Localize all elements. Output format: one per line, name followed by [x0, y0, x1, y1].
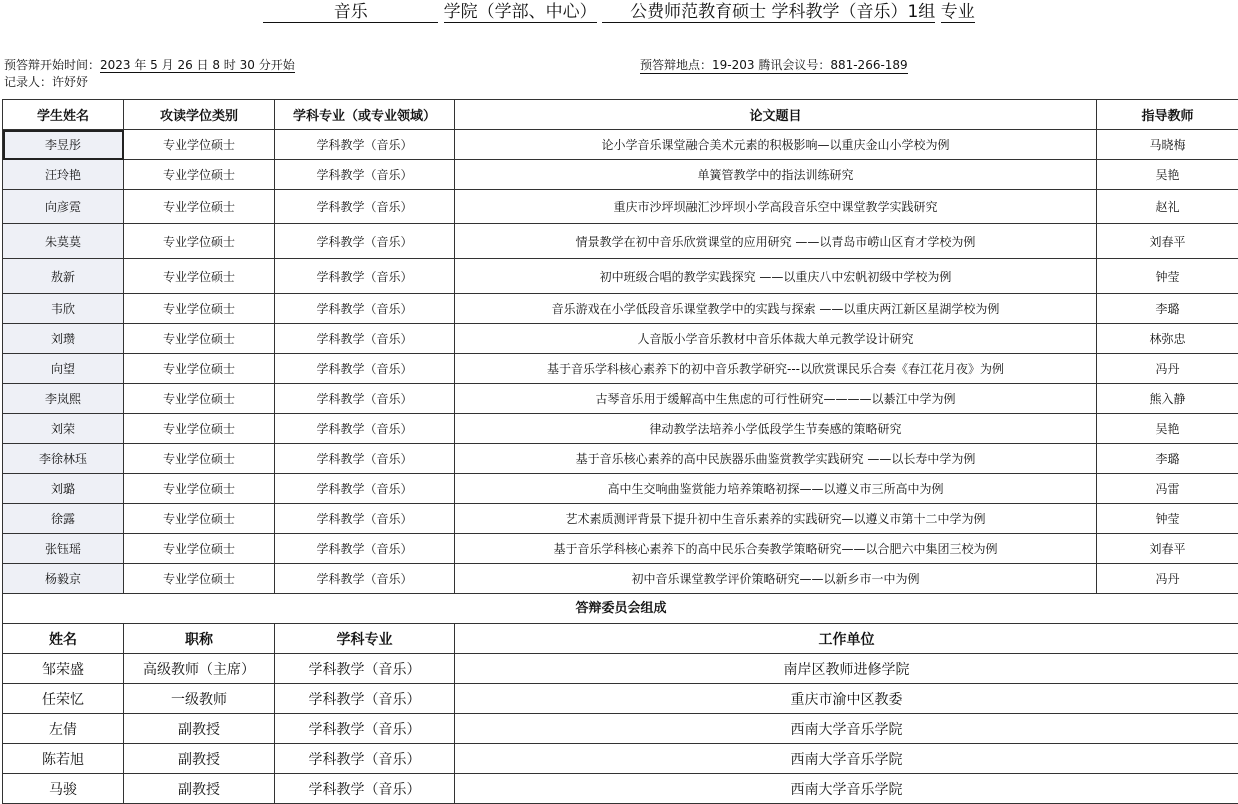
thesis-title-cell[interactable]: 情景教学在初中音乐欣赏课堂的应用研究 ——以青岛市崂山区育才学校为例: [455, 224, 1097, 259]
major-cell[interactable]: 学科教学（音乐）: [275, 160, 455, 190]
degree-type-cell[interactable]: 专业学位硕士: [124, 224, 275, 259]
header-major: 学科专业（或专业领域）: [275, 100, 455, 130]
header-member-unit: 工作单位: [455, 624, 1238, 654]
degree-type-cell[interactable]: 专业学位硕士: [124, 324, 275, 354]
student-row: [3, 160, 1238, 190]
member-name-cell[interactable]: 左倩: [3, 714, 124, 744]
advisor-cell[interactable]: 熊入静: [1097, 384, 1238, 414]
advisor-cell[interactable]: 马晓梅: [1097, 130, 1238, 160]
member-major-cell[interactable]: 学科教学（音乐）: [275, 684, 455, 714]
major-cell[interactable]: 学科教学（音乐）: [275, 130, 455, 160]
start-time-value: 2023 年 5 月 26 日 8 时 30 分开始: [100, 58, 295, 72]
committee-row: [3, 654, 1238, 684]
student-name-cell[interactable]: 徐露: [3, 504, 124, 534]
student-row: [3, 259, 1238, 294]
member-title-cell[interactable]: 副教授: [124, 774, 275, 804]
committee-table-header: [3, 624, 1238, 654]
member-major-cell[interactable]: 学科教学（音乐）: [275, 654, 455, 684]
degree-type-cell[interactable]: 专业学位硕士: [124, 534, 275, 564]
major-cell[interactable]: 学科教学（音乐）: [275, 474, 455, 504]
thesis-title-cell[interactable]: 初中班级合唱的教学实践探究 ——以重庆八中宏帆初级中学校为例: [455, 259, 1097, 294]
student-row: [3, 130, 1238, 160]
degree-type-cell[interactable]: 专业学位硕士: [124, 354, 275, 384]
student-row: [3, 294, 1238, 324]
student-name-cell[interactable]: 李岚熙: [3, 384, 124, 414]
degree-type-cell[interactable]: 专业学位硕士: [124, 190, 275, 224]
member-major-cell[interactable]: 学科教学（音乐）: [275, 714, 455, 744]
member-unit-cell[interactable]: 西南大学音乐学院: [455, 774, 1238, 804]
committee-table: [2, 623, 1238, 804]
major-name: 公费师范教育硕士 学科教学（音乐）1组: [602, 2, 935, 23]
thesis-title-cell[interactable]: 艺术素质测评背景下提升初中生音乐素养的实践研究—以遵义市第十二中学为例: [455, 504, 1097, 534]
major-suffix: 专业: [940, 2, 975, 22]
thesis-title-cell[interactable]: 基于音乐学科核心素养下的初中音乐教学研究---以欣赏课民乐合奏《春江花月夜》为例: [455, 354, 1097, 384]
student-row: [3, 324, 1238, 354]
advisor-cell[interactable]: 赵礼: [1097, 190, 1238, 224]
student-table: [2, 99, 1238, 594]
degree-type-cell[interactable]: 专业学位硕士: [124, 504, 275, 534]
member-title-cell[interactable]: 副教授: [124, 714, 275, 744]
student-row: [3, 564, 1238, 594]
major-cell[interactable]: 学科教学（音乐）: [275, 324, 455, 354]
major-cell[interactable]: 学科教学（音乐）: [275, 354, 455, 384]
thesis-title-cell[interactable]: 人音版小学音乐教材中音乐体裁大单元教学设计研究: [455, 324, 1097, 354]
student-name-cell[interactable]: 刘瓒: [3, 324, 124, 354]
thesis-title-cell[interactable]: 音乐游戏在小学低段音乐课堂教学中的实践与探索 ——以重庆两江新区星湖学校为例: [455, 294, 1097, 324]
degree-type-cell[interactable]: 专业学位硕士: [124, 414, 275, 444]
student-name-cell[interactable]: 韦欣: [3, 294, 124, 324]
student-name-cell[interactable]: 杨毅京: [3, 564, 124, 594]
advisor-cell[interactable]: 冯丹: [1097, 354, 1238, 384]
degree-type-cell[interactable]: 专业学位硕士: [124, 444, 275, 474]
degree-type-cell[interactable]: 专业学位硕士: [124, 564, 275, 594]
student-row: [3, 384, 1238, 414]
thesis-title-cell[interactable]: 基于音乐核心素养的高中民族器乐曲鉴赏教学实践研究 ——以长寿中学为例: [455, 444, 1097, 474]
thesis-title-cell[interactable]: 初中音乐课堂教学评价策略研究——以新乡市一中为例: [455, 564, 1097, 594]
student-row: [3, 354, 1238, 384]
member-name-cell[interactable]: 马骏: [3, 774, 124, 804]
degree-type-cell[interactable]: 专业学位硕士: [124, 259, 275, 294]
major-cell[interactable]: 学科教学（音乐）: [275, 190, 455, 224]
advisor-cell[interactable]: 冯雷: [1097, 474, 1238, 504]
student-name-cell[interactable]: 敖新: [3, 259, 124, 294]
thesis-title-cell[interactable]: 高中生交响曲鉴赏能力培养策略初探——以遵义市三所高中为例: [455, 474, 1097, 504]
member-title-cell[interactable]: 一级教师: [124, 684, 275, 714]
degree-type-cell[interactable]: 专业学位硕士: [124, 130, 275, 160]
committee-row: [3, 744, 1238, 774]
major-cell[interactable]: 学科教学（音乐）: [275, 444, 455, 474]
committee-row: [3, 774, 1238, 804]
committee-row: [3, 714, 1238, 744]
student-name-cell[interactable]: 向彦霓: [3, 190, 124, 224]
start-time-label: 预答辩开始时间：: [4, 58, 101, 72]
advisor-cell[interactable]: 吴艳: [1097, 414, 1238, 444]
student-row: [3, 414, 1238, 444]
advisor-cell[interactable]: 林弥忠: [1097, 324, 1238, 354]
degree-type-cell[interactable]: 专业学位硕士: [124, 294, 275, 324]
student-name-cell[interactable]: 刘璐: [3, 474, 124, 504]
header-student-name: 学生姓名: [3, 100, 124, 130]
announcement-title-line1: [0, 2, 1238, 23]
student-name-cell[interactable]: 刘荣: [3, 414, 124, 444]
header-member-major: 学科专业: [275, 624, 455, 654]
advisor-cell[interactable]: 钟莹: [1097, 259, 1238, 294]
major-cell[interactable]: 学科教学（音乐）: [275, 384, 455, 414]
thesis-title-cell[interactable]: 古琴音乐用于缓解高中生焦虑的可行性研究————以綦江中学为例: [455, 384, 1097, 414]
major-cell[interactable]: 学科教学（音乐）: [275, 534, 455, 564]
member-unit-cell[interactable]: 西南大学音乐学院: [455, 744, 1238, 774]
advisor-cell[interactable]: 刘春平: [1097, 534, 1238, 564]
start-time-row: [4, 58, 295, 73]
student-name-cell[interactable]: 李昱彤: [3, 130, 124, 160]
degree-type-cell[interactable]: 专业学位硕士: [124, 384, 275, 414]
major-cell[interactable]: 学科教学（音乐）: [275, 414, 455, 444]
advisor-cell[interactable]: 钟莹: [1097, 504, 1238, 534]
header-thesis-title: 论文题目: [455, 100, 1097, 130]
header-advisor: 指导教师: [1097, 100, 1238, 130]
college-name: 音乐: [263, 2, 438, 23]
degree-type-cell[interactable]: 专业学位硕士: [124, 474, 275, 504]
advisor-cell[interactable]: 李璐: [1097, 444, 1238, 474]
thesis-title-cell[interactable]: 基于音乐学科核心素养下的高中民乐合奏教学策略研究——以合肥六中集团三校为例: [455, 534, 1097, 564]
header-degree-type: 攻读学位类别: [124, 100, 275, 130]
member-unit-cell[interactable]: 南岸区教师进修学院: [455, 654, 1238, 684]
student-row: [3, 504, 1238, 534]
recorder-info: 记录人：许妤妤: [4, 75, 89, 89]
student-name-cell[interactable]: 李徐林珏: [3, 444, 124, 474]
thesis-title-cell[interactable]: 论小学音乐课堂融合美术元素的积极影响—以重庆金山小学校为例: [455, 130, 1097, 160]
member-name-cell[interactable]: 陈若旭: [3, 744, 124, 774]
thesis-title-cell[interactable]: 单簧管教学中的指法训练研究: [455, 160, 1097, 190]
student-row: [3, 190, 1238, 224]
committee-section-title: 答辩委员会组成: [2, 594, 1238, 623]
member-name-cell[interactable]: 任荣忆: [3, 684, 124, 714]
student-name-cell[interactable]: 朱莫莫: [3, 224, 124, 259]
member-name-cell[interactable]: 邹荣盛: [3, 654, 124, 684]
student-row: [3, 224, 1238, 259]
committee-row: [3, 684, 1238, 714]
member-title-cell[interactable]: 副教授: [124, 744, 275, 774]
header-member-title: 职称: [124, 624, 275, 654]
student-table-header: [3, 100, 1238, 130]
member-title-cell[interactable]: 高级教师（主席）: [124, 654, 275, 684]
header-member-name: 姓名: [3, 624, 124, 654]
advisor-cell[interactable]: 刘春平: [1097, 224, 1238, 259]
student-name-cell[interactable]: 张钰瑶: [3, 534, 124, 564]
location-info: 预答辩地点：19-203 腾讯会议号：881-266-189: [640, 58, 908, 72]
member-unit-cell[interactable]: 重庆市渝中区教委: [455, 684, 1238, 714]
major-cell[interactable]: 学科教学（音乐）: [275, 259, 455, 294]
degree-type-cell[interactable]: 专业学位硕士: [124, 160, 275, 190]
major-cell[interactable]: 学科教学（音乐）: [275, 224, 455, 259]
student-name-cell[interactable]: 向望: [3, 354, 124, 384]
advisor-cell[interactable]: 李璐: [1097, 294, 1238, 324]
major-cell[interactable]: 学科教学（音乐）: [275, 564, 455, 594]
member-unit-cell[interactable]: 西南大学音乐学院: [455, 714, 1238, 744]
major-cell[interactable]: 学科教学（音乐）: [275, 504, 455, 534]
thesis-title-cell[interactable]: 律动教学法培养小学低段学生节奏感的策略研究: [455, 414, 1097, 444]
college-suffix: 学院（学部、中心）: [443, 2, 597, 22]
student-name-cell[interactable]: 汪玲艳: [3, 160, 124, 190]
student-row: [3, 474, 1238, 504]
student-row: [3, 534, 1238, 564]
advisor-cell[interactable]: 冯丹: [1097, 564, 1238, 594]
student-row: [3, 444, 1238, 474]
advisor-cell[interactable]: 吴艳: [1097, 160, 1238, 190]
member-major-cell[interactable]: 学科教学（音乐）: [275, 774, 455, 804]
member-major-cell[interactable]: 学科教学（音乐）: [275, 744, 455, 774]
thesis-title-cell[interactable]: 重庆市沙坪坝融汇沙坪坝小学高段音乐空中课堂教学实践研究: [455, 190, 1097, 224]
major-cell[interactable]: 学科教学（音乐）: [275, 294, 455, 324]
